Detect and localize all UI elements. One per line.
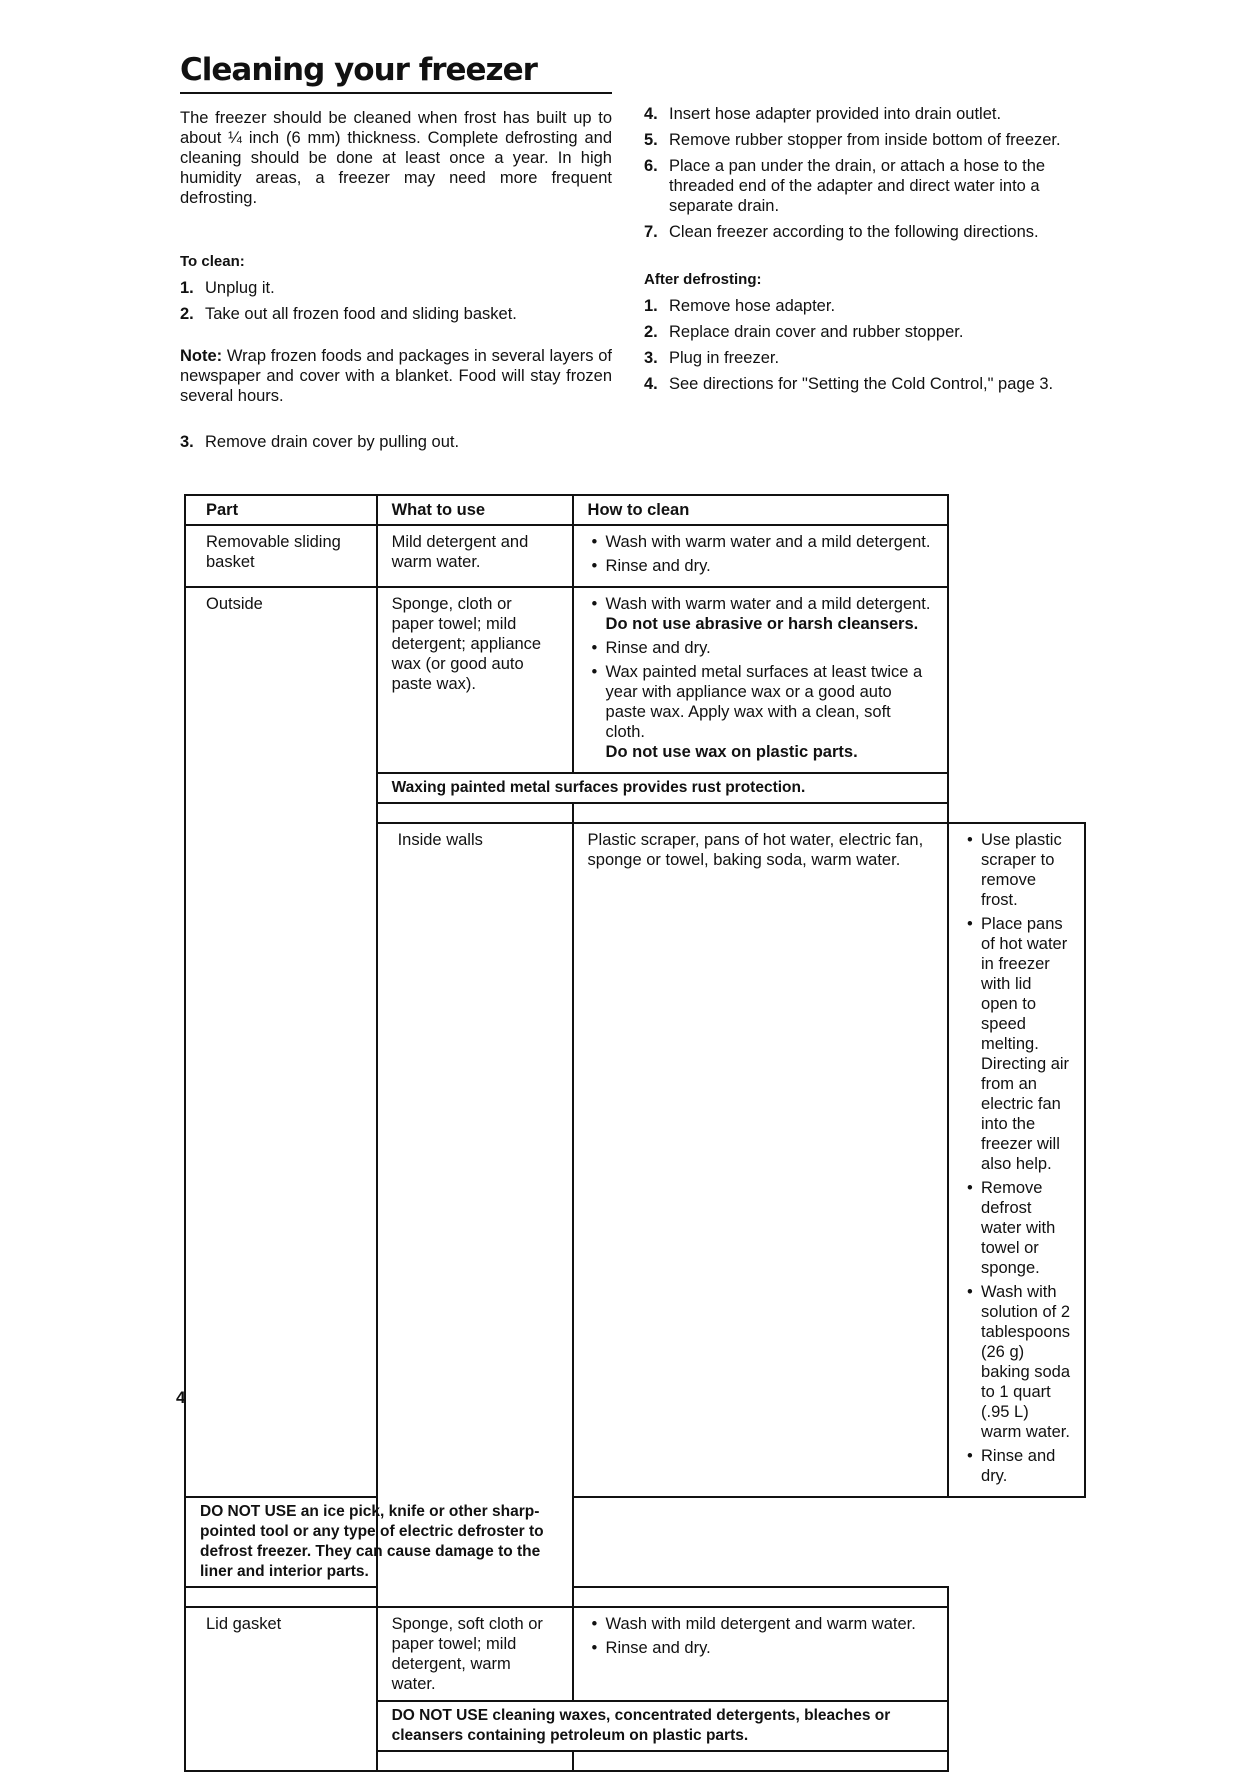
- to-clean-steps: [180, 278, 612, 324]
- table-header-row: [185, 495, 1085, 525]
- note-label: Note:: [180, 347, 223, 365]
- list-item: • Wash with mild detergent and warm water.: [588, 1614, 933, 1634]
- table-row: [185, 587, 1085, 773]
- column-header-part: Part: [185, 495, 377, 525]
- warning-row: [185, 1497, 1085, 1587]
- how-cell: [948, 823, 1085, 1497]
- list-item: • Wash with solution of 2 tablespoons (26 g) baking soda to 1 quart (.95 L) warm water.: [963, 1282, 1070, 1442]
- list-item: 1. Unplug it.: [180, 279, 275, 297]
- part-cell: Removable sliding basket: [185, 525, 377, 587]
- warning-text: DO NOT USE cleaning waxes, concentrated detergents, bleaches or cleansers containing petroleum on plastic parts.: [377, 1701, 948, 1751]
- column-header-what: What to use: [377, 495, 573, 525]
- warning-text: Waxing painted metal surfaces provides rust protection.: [377, 773, 948, 803]
- page-title: Cleaning your freezer: [180, 52, 612, 94]
- table-row: [185, 1607, 1085, 1701]
- list-item: 3. Plug in freezer.: [644, 349, 780, 367]
- how-cell: [573, 1607, 948, 1701]
- warning-text: DO NOT USE an ice pick, knife or other sharp-pointed tool or any type of electric defroster to defrost freezer. They can cause damage to the liner and interior parts.: [185, 1497, 573, 1587]
- to-clean-steps-cont: [180, 432, 612, 452]
- note-text: Wrap frozen foods and packages in several layers of newspaper and cover with a blanket. Food will stay frozen several hours.: [180, 347, 612, 405]
- list-item: 2. Take out all frozen food and sliding basket.: [180, 305, 517, 323]
- list-item: • Wax painted metal surfaces at least twice a year with appliance wax or a good auto paste wax. Apply wax with a clean, soft cloth. Do not use wax on plastic parts.: [588, 662, 933, 762]
- part-cell: Outside: [185, 587, 377, 1497]
- intro-paragraph: The freezer should be cleaned when frost has built up to about ¼ inch (6 mm) thickness. Complete defrosting and cleaning should be done at least once a year. In high humidity areas, a freezer may need more frequent defrosting.: [180, 109, 612, 207]
- list-item: 2. Replace drain cover and rubber stopper.: [644, 323, 964, 341]
- page-number: 4: [176, 1388, 186, 1407]
- list-item: • Rinse and dry.: [963, 1446, 1070, 1486]
- what-cell: Sponge, cloth or paper towel; mild detergent; appliance wax (or good auto paste wax).: [377, 587, 573, 773]
- list-item: • Rinse and dry.: [588, 638, 933, 658]
- list-item: • Wash with warm water and a mild detergent.: [588, 532, 933, 552]
- list-item: • Wash with warm water and a mild detergent. Do not use abrasive or harsh cleansers.: [588, 594, 933, 634]
- list-item: • Rinse and dry.: [588, 556, 933, 576]
- what-cell: Plastic scraper, pans of hot water, electric fan, sponge or towel, baking soda, warm water.: [573, 823, 948, 1497]
- list-item: • Rinse and dry.: [588, 1638, 933, 1658]
- how-cell: [573, 525, 948, 587]
- right-column: [644, 104, 1076, 400]
- to-clean-steps-right: [644, 104, 1076, 242]
- list-item: • Use plastic scraper to remove frost.: [963, 830, 1070, 910]
- list-item: 7. Clean freezer according to the following directions.: [644, 223, 1039, 241]
- list-item: 6. Place a pan under the drain, or attach a hose to the threaded end of the adapter and direct water into a separate drain.: [644, 157, 1046, 215]
- column-header-how: How to clean: [573, 495, 948, 525]
- list-item: • Place pans of hot water in freezer with lid open to speed melting. Directing air from an electric fan into the freezer will also help.: [963, 914, 1070, 1174]
- part-cell: Inside walls: [377, 823, 573, 1607]
- left-column: [180, 108, 612, 458]
- list-item: 5. Remove rubber stopper from inside bottom of freezer.: [644, 131, 1061, 149]
- what-cell: Sponge, soft cloth or paper towel; mild detergent, warm water.: [377, 1607, 573, 1701]
- to-clean-heading: To clean:: [180, 253, 245, 270]
- note-paragraph: [180, 346, 612, 406]
- spacer-row: [185, 1587, 1085, 1607]
- list-item: 3. Remove drain cover by pulling out.: [180, 433, 460, 451]
- list-item: 4. See directions for "Setting the Cold Control," page 3.: [644, 375, 1054, 393]
- list-item: 4. Insert hose adapter provided into drain outlet.: [644, 105, 1002, 123]
- after-defrosting-heading: After defrosting:: [644, 271, 762, 288]
- after-defrosting-steps: [644, 296, 1076, 394]
- what-cell: Mild detergent and warm water.: [377, 525, 573, 587]
- list-item: • Remove defrost water with towel or sponge.: [963, 1178, 1070, 1278]
- how-cell: [573, 587, 948, 773]
- list-item: 1. Remove hose adapter.: [644, 297, 836, 315]
- part-cell: Lid gasket: [185, 1607, 377, 1771]
- cleaning-table: [184, 494, 1086, 1772]
- table-row: [185, 525, 1085, 587]
